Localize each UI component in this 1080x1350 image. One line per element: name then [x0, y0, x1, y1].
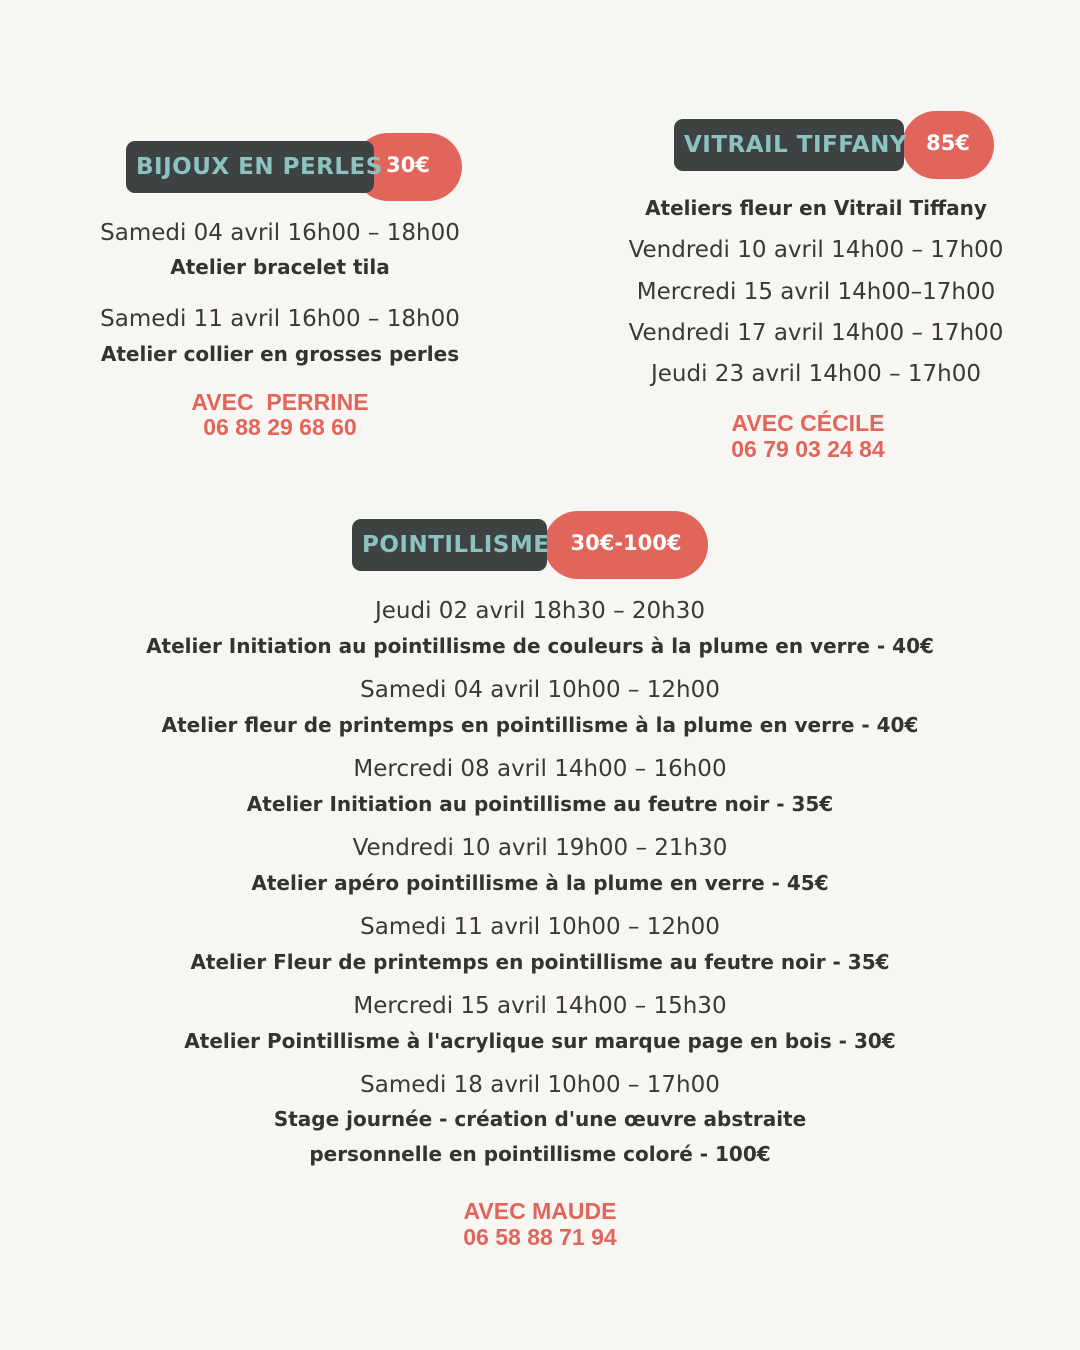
- vitrail-date-3: Vendredi 17 avril 14h00 – 17h00: [628, 320, 1004, 346]
- pointillisme-title-2: Atelier fleur de printemps en pointillisme à la plume en verre - 40€: [161, 713, 919, 737]
- pointillisme-date-1: Jeudi 02 avril 18h30 – 20h30: [375, 598, 705, 624]
- pointillisme-title-7: Stage journée - création d'une œuvre abstraite: [273, 1107, 807, 1131]
- pointillisme-contact-name: AVEC MAUDE: [463, 1198, 617, 1224]
- vitrail-price-badge: 85€: [902, 111, 994, 179]
- bijoux-tag-label: BIJOUX EN PERLES: [126, 141, 374, 193]
- pointillisme-title-3: Atelier Initiation au pointillisme au feutre noir - 35€: [246, 792, 834, 816]
- pointillisme-title-1: Atelier Initiation au pointillisme de couleurs à la plume en verre - 40€: [146, 634, 934, 658]
- bijoux-contact-phone: 06 88 29 68 60: [203, 414, 357, 440]
- bijoux-price-badge: 30€: [354, 133, 462, 201]
- bijoux-title-2: Atelier collier en grosses perles: [100, 342, 460, 366]
- vitrail-date-2: Mercredi 15 avril 14h00–17h00: [636, 279, 996, 305]
- vitrail-contact-name: AVEC CÉCILE: [731, 410, 885, 436]
- vitrail-contact-phone: 06 79 03 24 84: [731, 436, 885, 462]
- vitrail-tag-label: VITRAIL TIFFANY: [674, 119, 904, 171]
- pointillisme-date-2: Samedi 04 avril 10h00 – 12h00: [360, 677, 720, 703]
- bijoux-title-1: Atelier bracelet tila: [170, 255, 390, 279]
- pointillisme-price-badge: 30€-100€: [544, 511, 708, 579]
- pointillisme-contact-phone: 06 58 88 71 94: [463, 1224, 617, 1250]
- pointillisme-title-5: Atelier Fleur de printemps en pointillisme au feutre noir - 35€: [190, 950, 890, 974]
- pointillisme-date-5: Samedi 11 avril 10h00 – 12h00: [360, 914, 720, 940]
- pointillisme-title-6: Atelier Pointillisme à l'acrylique sur marque page en bois - 30€: [184, 1029, 896, 1053]
- pointillisme-date-3: Mercredi 08 avril 14h00 – 16h00: [353, 756, 727, 782]
- pointillisme-tag-label: POINTILLISME: [352, 519, 547, 571]
- pointillisme-tag: [352, 511, 708, 579]
- bijoux-contact-name: AVEC PERRINE: [191, 389, 369, 415]
- pointillisme-date-7: Samedi 18 avril 10h00 – 17h00: [360, 1072, 720, 1098]
- bijoux-date-1: Samedi 04 avril 16h00 – 18h00: [100, 220, 460, 246]
- vitrail-date-1: Vendredi 10 avril 14h00 – 17h00: [628, 237, 1004, 263]
- vitrail-tag: [674, 111, 994, 179]
- vitrail-date-4: Jeudi 23 avril 14h00 – 17h00: [651, 361, 981, 387]
- bijoux-date-2: Samedi 11 avril 16h00 – 18h00: [100, 306, 460, 332]
- pointillisme-title-4: Atelier apéro pointillisme à la plume en verre - 45€: [251, 871, 829, 895]
- bijoux-tag: [126, 133, 462, 201]
- pointillisme-title-7-line-2: personnelle en pointillisme coloré - 100€: [309, 1142, 771, 1166]
- pointillisme-date-6: Mercredi 15 avril 14h00 – 15h30: [353, 993, 727, 1019]
- pointillisme-date-4: Vendredi 10 avril 19h00 – 21h30: [352, 835, 728, 861]
- vitrail-subtitle: Ateliers fleur en Vitrail Tiffany: [645, 196, 987, 220]
